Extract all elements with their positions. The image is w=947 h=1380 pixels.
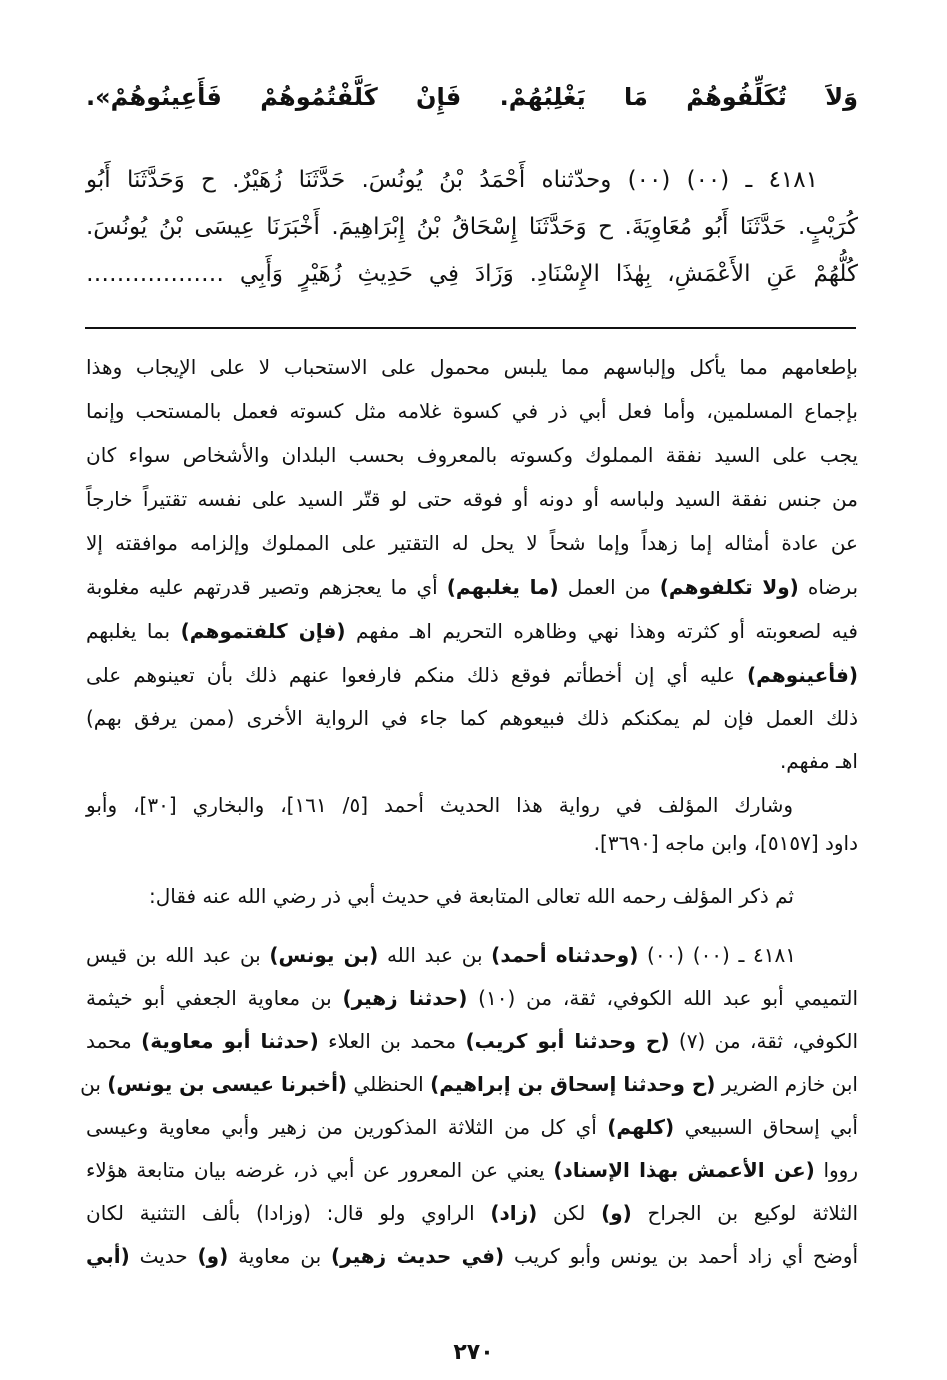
- commentary-line: [86, 574, 858, 600]
- commentary-text: بإجماع المسلمين، وأما فعل أبي ذر في كسوة غلامه مثل كسوته فعمل بالمستحب وإنما: [86, 399, 858, 423]
- commentary-line: [86, 942, 796, 968]
- bold-quoted-text: (فإن كلفتموهم): [180, 619, 346, 643]
- commentary-line: [86, 1114, 858, 1140]
- commentary-text: من جنس نفقة السيد ولباسه أو دونه أو فوقه حتى لو قتّر السيد على نفسه تقتيراً خارجاً: [86, 487, 858, 511]
- bold-quoted-text: (زاد): [490, 1201, 538, 1225]
- commentary-line: [86, 1028, 858, 1054]
- commentary-line: [86, 985, 858, 1011]
- commentary-text: أي ما يعجزهم وتصير قدرتهم عليه مغلوبة: [86, 575, 447, 599]
- commentary-text: من العمل: [558, 575, 660, 599]
- commentary-text: أوضح أي زاد أحمد بن يونس وأبو كريب: [504, 1244, 859, 1268]
- commentary-text: بما يغلبهم: [86, 619, 181, 643]
- commentary-line: [86, 486, 858, 512]
- hadith-text-line: وَلاَ تُكَلِّفُوهُمْ مَا يَغْلِبُهُمْ. فَإِنْ كَلَّفْتُمُوهُمْ فَأَعِينُوهُمْ».: [86, 83, 858, 111]
- commentary-line: [86, 1157, 858, 1183]
- commentary-text: بن عبد الله بن قيس: [86, 943, 270, 967]
- bold-quoted-text: (ح وحدثنا أبو كريب): [465, 1029, 670, 1053]
- commentary-line: [86, 662, 858, 688]
- commentary-text: الكوفي، ثقة، من (٧): [669, 1029, 859, 1053]
- commentary-text: بن معاوية: [228, 1244, 331, 1268]
- commentary-text: ذلك العمل فإن لم يمكنكم ذلك فبيعوهم كما جاء في الرواية الأخرى (ممن يرفق بهم): [86, 706, 858, 730]
- references-line: داود [٥١٥٧]، وابن ماجه [٣٦٩٠].: [593, 831, 858, 855]
- bold-quoted-text: (ح وحدثنا إسحاق بن إبراهيم): [430, 1072, 716, 1096]
- bold-quoted-text: (أخبرنا عيسى بن يونس): [107, 1072, 348, 1096]
- bold-quoted-text: (حدثنا زهير): [342, 986, 468, 1010]
- bold-quoted-text: (بن يونس): [269, 943, 379, 967]
- bold-quoted-text: (و): [601, 1201, 632, 1225]
- bold-quoted-text: (عن الأعمش بهذا الإسناد): [553, 1158, 815, 1182]
- commentary-text: حديث: [129, 1244, 198, 1268]
- commentary-text: محمد: [86, 1029, 142, 1053]
- commentary-line: [86, 398, 858, 424]
- commentary-text: التميمي أبو عبد الله الكوفي، ثقة، من (١٠): [467, 986, 859, 1010]
- intro-line: ثم ذكر المؤلف رحمه الله تعالى المتابعة في حديث أبي ذر رضي الله عنه فقال:: [148, 884, 794, 908]
- bold-quoted-text: (حدثنا أبو معاوية): [141, 1029, 319, 1053]
- bold-quoted-text: (فأعينوهم): [747, 663, 858, 687]
- commentary-text: بن عبد الله: [378, 943, 492, 967]
- commentary-text: عن عادة أمثاله إما زهداً وإما شحاً لا يحل له التقتير على المملوك وإلزامه موافقته إلا: [86, 531, 858, 555]
- bold-quoted-text: (في حديث زهير): [331, 1244, 505, 1268]
- commentary-line: [86, 748, 858, 774]
- commentary-text: بن: [80, 1072, 108, 1096]
- commentary-text: فيه لصعوبته أو كثرته وهذا نهي وظاهره التحريم اهـ مفهم: [345, 619, 858, 643]
- bold-quoted-text: (كلهم): [607, 1115, 675, 1139]
- references-line: وشارك المؤلف في رواية هذا الحديث أحمد [٥/ ١٦١]، والبخاري [٣٠]، وأبو: [86, 793, 793, 817]
- commentary-text: الراوي ولو قال: (وزادا) بألف التثنية لكان: [86, 1201, 491, 1225]
- bold-quoted-text: (ما يغلبهم): [446, 575, 559, 599]
- commentary-text: الحنظلي: [347, 1072, 431, 1096]
- footnote-divider: [85, 327, 856, 329]
- commentary-line: [86, 354, 858, 380]
- commentary-line: [86, 1243, 858, 1269]
- bold-quoted-text: (و): [197, 1244, 229, 1268]
- commentary-line: [80, 1071, 858, 1097]
- bold-quoted-text: (وحدثناه أحمد): [491, 943, 639, 967]
- commentary-text: أبي إسحاق السبيعي: [674, 1115, 858, 1139]
- commentary-text: رووا: [814, 1158, 858, 1182]
- commentary-text: محمد بن العلاء: [318, 1029, 466, 1053]
- bold-quoted-text: (ولا تكلفوهم): [659, 575, 799, 599]
- commentary-text: ابن خازم الضرير: [715, 1072, 858, 1096]
- commentary-text: برضاه: [798, 575, 859, 599]
- commentary-text: بإطعامهم مما يأكل وإلباسهم مما يلبس محمول على الاستحباب لا على الإيجاب وهذا: [86, 355, 858, 379]
- commentary-text: لكن: [537, 1201, 602, 1225]
- commentary-line: [86, 705, 858, 731]
- commentary-text: اهـ مفهم.: [779, 749, 858, 773]
- hadith-text-line: ٤١٨١ ـ (٠٠) (٠٠) وحدّثناه أَحْمَدُ بْنُ يُونُسَ. حَدَّثَنَا زُهَيْرٌ. ح وَحَدَّثَنَا أَبُو: [86, 167, 818, 193]
- commentary-text: بن معاوية الجعفي أبو خيثمة: [86, 986, 343, 1010]
- commentary-line: [86, 530, 858, 556]
- commentary-text: الثلاثة لوكيع بن الجراح: [631, 1201, 858, 1225]
- commentary-line: [86, 1200, 858, 1226]
- page-number: ٢٧٠: [453, 1340, 494, 1365]
- commentary-text: يجب على السيد نفقة المملوك وكسوته بالمعروف بحسب البلدان والأشخاص سواء كان: [86, 443, 858, 467]
- commentary-text: يعني عن المعرور عن أبي ذر، غرضه بيان متابعة هؤلاء: [86, 1158, 554, 1182]
- commentary-line: [86, 618, 858, 644]
- hadith-text-line: كُلُّهُمْ عَنِ الأَعْمَشِ، بِهٰذَا الإِسْنَادِ. وَزَادَ فِي حَدِيثِ زُهَيْرٍ وَأَبِي ………………: [86, 261, 858, 287]
- bold-quoted-text: (أبي: [86, 1244, 130, 1268]
- commentary-text: ٤١٨١ ـ (٠٠) (٠٠): [638, 943, 796, 967]
- commentary-text: أي كل من الثلاثة المذكورين من زهير وأبي معاوية وعيسى: [86, 1115, 608, 1139]
- commentary-text: عليه أي إن أخطأتم فوقع ذلك منكم فارفعوا عنهم ذلك بأن تعينوهم على: [86, 663, 748, 687]
- commentary-line: [86, 442, 858, 468]
- hadith-text-line: كُرَيْبٍ. حَدَّثَنَا أَبُو مُعَاوِيَةَ. ح وَحَدَّثَنَا إِسْحَاقُ بْنُ إِبْرَاهِيمَ. أَخْبَرَنَا عِيسَى بْنُ يُونُسَ.: [86, 214, 858, 240]
